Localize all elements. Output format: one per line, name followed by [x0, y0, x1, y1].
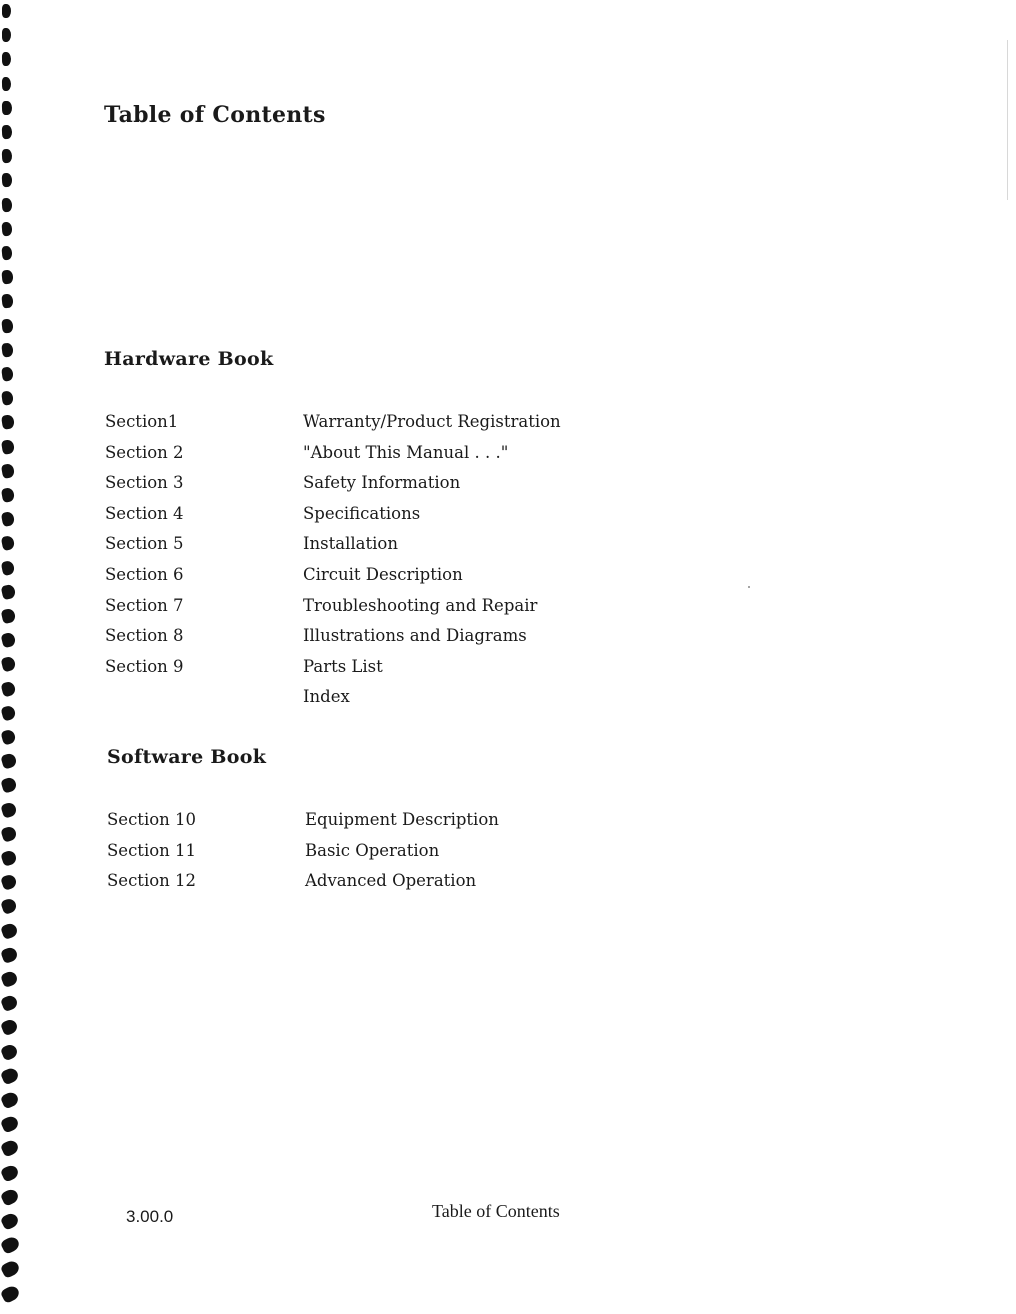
toc-section-title: "About This Manual . . ."	[303, 442, 509, 462]
toc-section-number: Section 12	[107, 871, 197, 891]
binding-hole	[1, 342, 14, 357]
binding-hole	[2, 28, 11, 42]
binding-hole	[0, 994, 19, 1013]
binding-hole	[0, 728, 17, 745]
binding-hole	[1, 608, 17, 624]
binding-hole	[0, 1163, 20, 1182]
binding-hole	[0, 1211, 21, 1231]
toc-section-number: Section 8	[105, 626, 184, 646]
binding-hole	[1, 221, 12, 236]
binding-hole	[0, 753, 17, 770]
software-book-heading: Software Book	[107, 746, 267, 768]
binding-hole	[0, 801, 17, 818]
binding-hole	[2, 4, 11, 18]
toc-entry	[105, 407, 665, 438]
binding-hole	[1, 511, 16, 527]
toc-section-number: Section 9	[105, 656, 184, 676]
toc-section-number: Section1	[105, 412, 179, 431]
page-edge-shadow	[1007, 40, 1008, 200]
binding-hole	[0, 656, 16, 673]
binding-hole	[1, 415, 15, 431]
binding-hole	[1, 270, 13, 285]
binding-hole	[0, 922, 18, 940]
binding-hole	[2, 101, 12, 115]
toc-section-number: Section 2	[105, 442, 184, 462]
binding-hole	[2, 173, 13, 188]
binding-hole	[2, 76, 12, 90]
hardware-book-toc	[105, 407, 665, 713]
hardware-book-heading: Hardware Book	[104, 348, 274, 370]
footer-title: Table of Contents	[432, 1201, 560, 1221]
toc-entry	[105, 682, 665, 713]
binding-hole	[1, 535, 16, 551]
binding-hole	[0, 1115, 20, 1134]
toc-section-title: Basic Operation	[305, 840, 440, 860]
toc-entry	[107, 805, 667, 836]
binding-hole	[1, 318, 13, 333]
toc-section-title: Advanced Operation	[305, 871, 477, 891]
binding-hole	[0, 704, 16, 721]
toc-entry	[105, 560, 665, 591]
binding-hole	[0, 1090, 20, 1109]
toc-section-title: Illustrations and Diagrams	[303, 626, 527, 646]
software-book-toc	[107, 805, 667, 897]
binding-hole	[0, 1018, 19, 1037]
binding-hole	[0, 825, 18, 843]
toc-section-number: Section 6	[105, 564, 184, 584]
toc-section-number: Section 4	[105, 503, 184, 523]
toc-section-title: Specifications	[303, 503, 421, 523]
toc-entry	[105, 438, 665, 469]
toc-section-title: Index	[303, 687, 350, 707]
binding-hole	[0, 946, 19, 964]
binding-hole	[1, 463, 15, 479]
footer-version: 3.00.0	[126, 1207, 174, 1226]
spiral-binding	[0, 0, 22, 1314]
toc-entry	[105, 652, 665, 683]
binding-hole	[1, 294, 13, 309]
binding-hole	[0, 680, 16, 697]
toc-section-number: Section 5	[105, 534, 184, 554]
binding-hole	[1, 584, 16, 600]
binding-hole	[2, 52, 12, 66]
toc-entry	[105, 591, 665, 622]
toc-section-title: Troubleshooting and Repair	[303, 595, 538, 615]
binding-hole	[0, 1139, 20, 1158]
toc-section-title: Installation	[303, 534, 398, 554]
toc-section-number: Section 7	[105, 595, 184, 615]
binding-hole	[0, 1187, 20, 1207]
binding-hole	[0, 897, 18, 915]
scan-speck	[748, 586, 750, 588]
toc-section-title: Equipment Description	[305, 810, 499, 829]
binding-hole	[0, 1259, 21, 1279]
toc-entry	[107, 836, 667, 867]
binding-hole	[0, 849, 18, 867]
binding-hole	[0, 1283, 21, 1303]
toc-section-number: Section 3	[105, 473, 184, 493]
binding-hole	[1, 487, 15, 503]
toc-entry	[105, 621, 665, 652]
toc-section-number: Section 10	[107, 810, 197, 829]
binding-hole	[1, 366, 14, 381]
binding-hole	[0, 1235, 21, 1255]
binding-hole	[0, 1066, 20, 1085]
binding-hole	[0, 970, 19, 988]
binding-hole	[1, 632, 17, 649]
toc-section-title: Warranty/Product Registration	[303, 412, 561, 431]
page-title: Table of Contents	[104, 102, 326, 128]
toc-entry	[107, 866, 667, 897]
toc-section-title: Safety Information	[303, 473, 461, 493]
binding-hole	[0, 1042, 19, 1061]
binding-hole	[1, 390, 14, 405]
toc-entry	[105, 529, 665, 560]
binding-hole	[2, 125, 12, 139]
binding-hole	[0, 777, 17, 794]
toc-entry	[105, 499, 665, 530]
binding-hole	[2, 197, 13, 212]
toc-section-number: Section 11	[107, 840, 197, 860]
binding-hole	[1, 439, 15, 455]
toc-section-title: Parts List	[303, 656, 383, 676]
binding-hole	[0, 873, 18, 891]
binding-hole	[2, 149, 13, 164]
toc-section-title: Circuit Description	[303, 564, 463, 584]
binding-hole	[1, 559, 16, 575]
binding-hole	[1, 246, 13, 261]
toc-entry	[105, 468, 665, 499]
